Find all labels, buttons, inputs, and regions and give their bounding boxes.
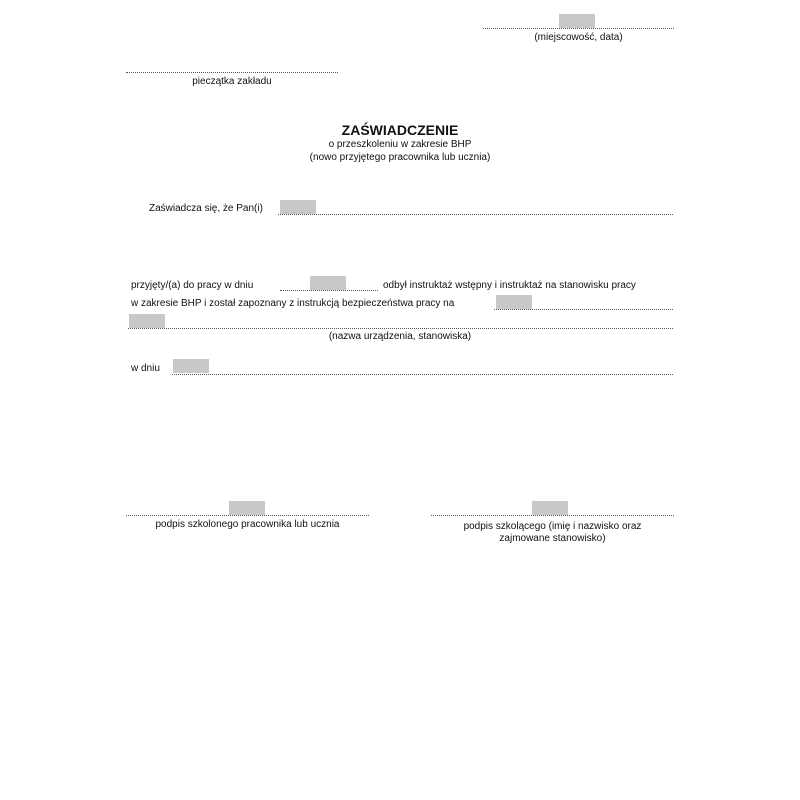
- place-date-line: [483, 28, 674, 29]
- place-date-field[interactable]: [559, 14, 595, 28]
- device-line: [494, 309, 673, 310]
- trainee-signature-caption: podpis szkolonego pracownika lub ucznia: [155, 519, 340, 530]
- trainer-signature-caption-2: zajmowane stanowisko): [499, 533, 606, 544]
- certify-label: Zaświadcza się, że Pan(i): [149, 203, 263, 214]
- device-caption: (nazwa urządzenia, stanowiska): [328, 331, 472, 342]
- device-field[interactable]: [496, 295, 532, 309]
- trainee-signature-line: [126, 515, 369, 516]
- device-line-2: [128, 328, 673, 329]
- employee-name-field[interactable]: [280, 200, 316, 214]
- document-subtitle-2: (nowo przyjętego pracownika lub ucznia): [309, 152, 491, 163]
- training-date-field[interactable]: [173, 359, 209, 373]
- hire-date-field[interactable]: [310, 276, 346, 290]
- hire-date-line: [280, 290, 378, 291]
- trainee-signature-field[interactable]: [229, 501, 265, 515]
- document-title: ZAŚWIADCZENIE: [341, 122, 459, 138]
- trainer-signature-line: [431, 515, 674, 516]
- stamp-caption: pieczątka zakładu: [192, 76, 272, 87]
- scope-text: w zakresie BHP i został zapoznany z instrukcją bezpieczeństwa pracy na: [131, 298, 455, 309]
- stamp-line: [126, 72, 338, 73]
- employee-name-line: [278, 214, 673, 215]
- document-subtitle: o przeszkoleniu w zakresie BHP: [328, 139, 472, 150]
- hired-label: przyjęty/(a) do pracy w dniu: [131, 280, 254, 291]
- place-date-caption: (miejscowość, data): [534, 32, 623, 43]
- completed-text: odbył instruktaż wstępny i instruktaż na stanowisku pracy: [383, 280, 636, 291]
- trainer-signature-field[interactable]: [532, 501, 568, 515]
- device-field-2[interactable]: [129, 314, 165, 328]
- on-day-label: w dniu: [131, 363, 160, 374]
- trainer-signature-caption: podpis szkolącego (imię i nazwisko oraz: [463, 521, 642, 532]
- training-date-line: [172, 374, 673, 375]
